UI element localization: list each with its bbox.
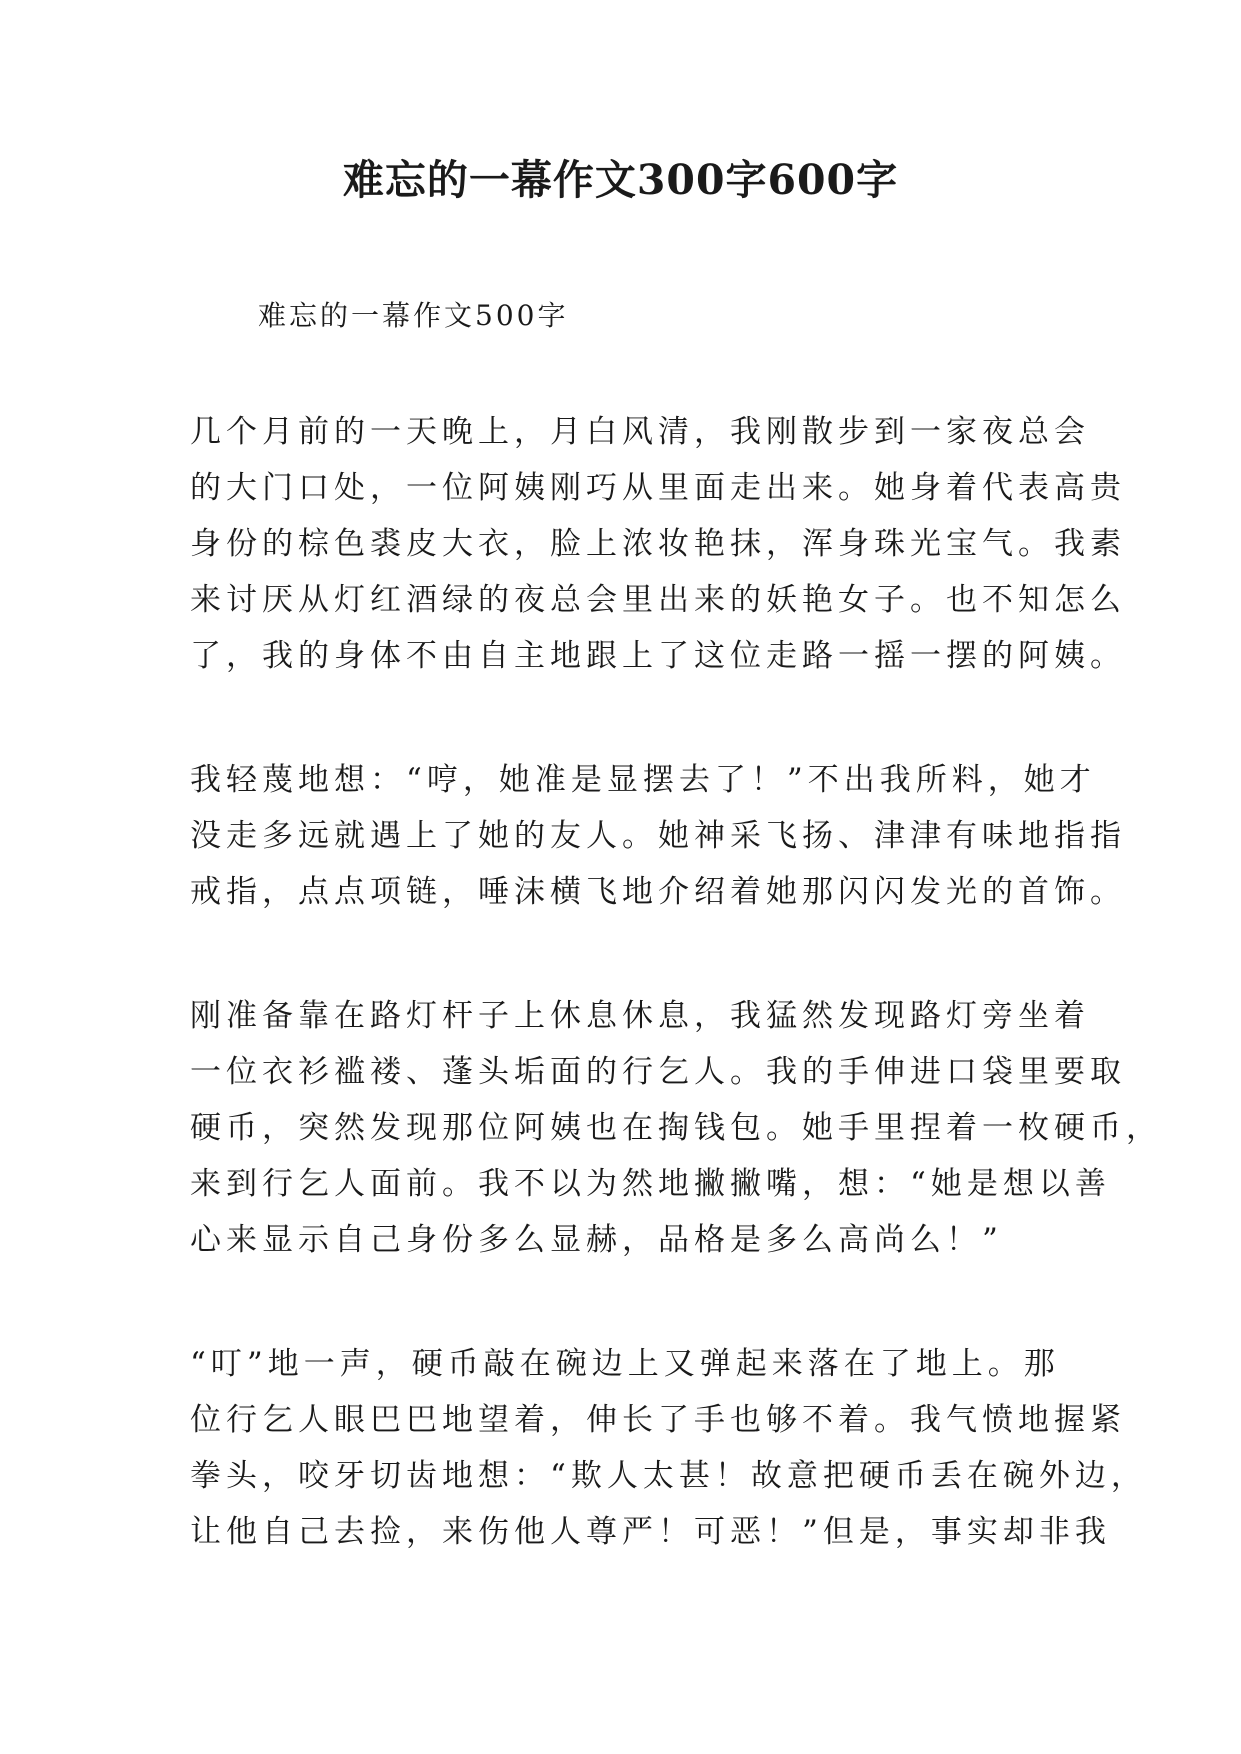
paragraph-line: 没走多远就遇上了她的友人。她神采飞扬、津津有味地指指: [190, 818, 1126, 854]
paragraph-4: [190, 1336, 1147, 1560]
paragraph-line: 来到行乞人面前。我不以为然地撇撇嘴，想：“她是想以善: [190, 1166, 1111, 1202]
paragraph-line: 刚准备靠在路灯杆子上休息休息，我猛然发现路灯旁坐着: [190, 998, 1090, 1034]
paragraph-line: 了，我的身体不由自主地跟上了这位走路一摇一摆的阿姨。: [190, 638, 1126, 674]
paragraph-2: [190, 752, 1126, 920]
paragraph-line: 心来显示自己身份多么显赫，品格是多么高尚么！”: [190, 1222, 1003, 1258]
paragraph-line: “叮”地一声，硬币敲在碗边上又弹起来落在了地上。那: [190, 1346, 1060, 1382]
essay-subtitle: 难忘的一幕作文500字: [258, 299, 569, 332]
paragraph-1: [190, 404, 1126, 684]
paragraph-line: 硬币，突然发现那位阿姨也在掏钱包。她手里捏着一枚硬币，: [190, 1110, 1162, 1146]
paragraph-line: 来讨厌从灯红酒绿的夜总会里出来的妖艳女子。也不知怎么: [190, 582, 1126, 618]
paragraph-line: 拳头，咬牙切齿地想：“欺人太甚！故意把硬币丢在碗外边，: [190, 1458, 1147, 1494]
paragraph-line: 几个月前的一天晚上，月白风清，我刚散步到一家夜总会: [190, 414, 1090, 450]
document-title: 难忘的一幕作文300字600字: [342, 156, 899, 204]
paragraph-line: 让他自己去捡，来伤他人尊严！可恶！”但是，事实却非我: [190, 1514, 1111, 1550]
paragraph-3: [190, 988, 1162, 1268]
paragraph-line: 身份的棕色裘皮大衣，脸上浓妆艳抹，浑身珠光宝气。我素: [190, 526, 1126, 562]
paragraph-line: 的大门口处，一位阿姨刚巧从里面走出来。她身着代表高贵: [190, 470, 1126, 506]
paragraph-line: 位行乞人眼巴巴地望着，伸长了手也够不着。我气愤地握紧: [190, 1402, 1126, 1438]
paragraph-line: 我轻蔑地想：“哼，她准是显摆去了！”不出我所料，她才: [190, 762, 1096, 798]
paragraph-line: 一位衣衫褴褛、蓬头垢面的行乞人。我的手伸进口袋里要取: [190, 1054, 1126, 1090]
paragraph-line: 戒指，点点项链，唾沫横飞地介绍着她那闪闪发光的首饰。: [190, 874, 1126, 910]
